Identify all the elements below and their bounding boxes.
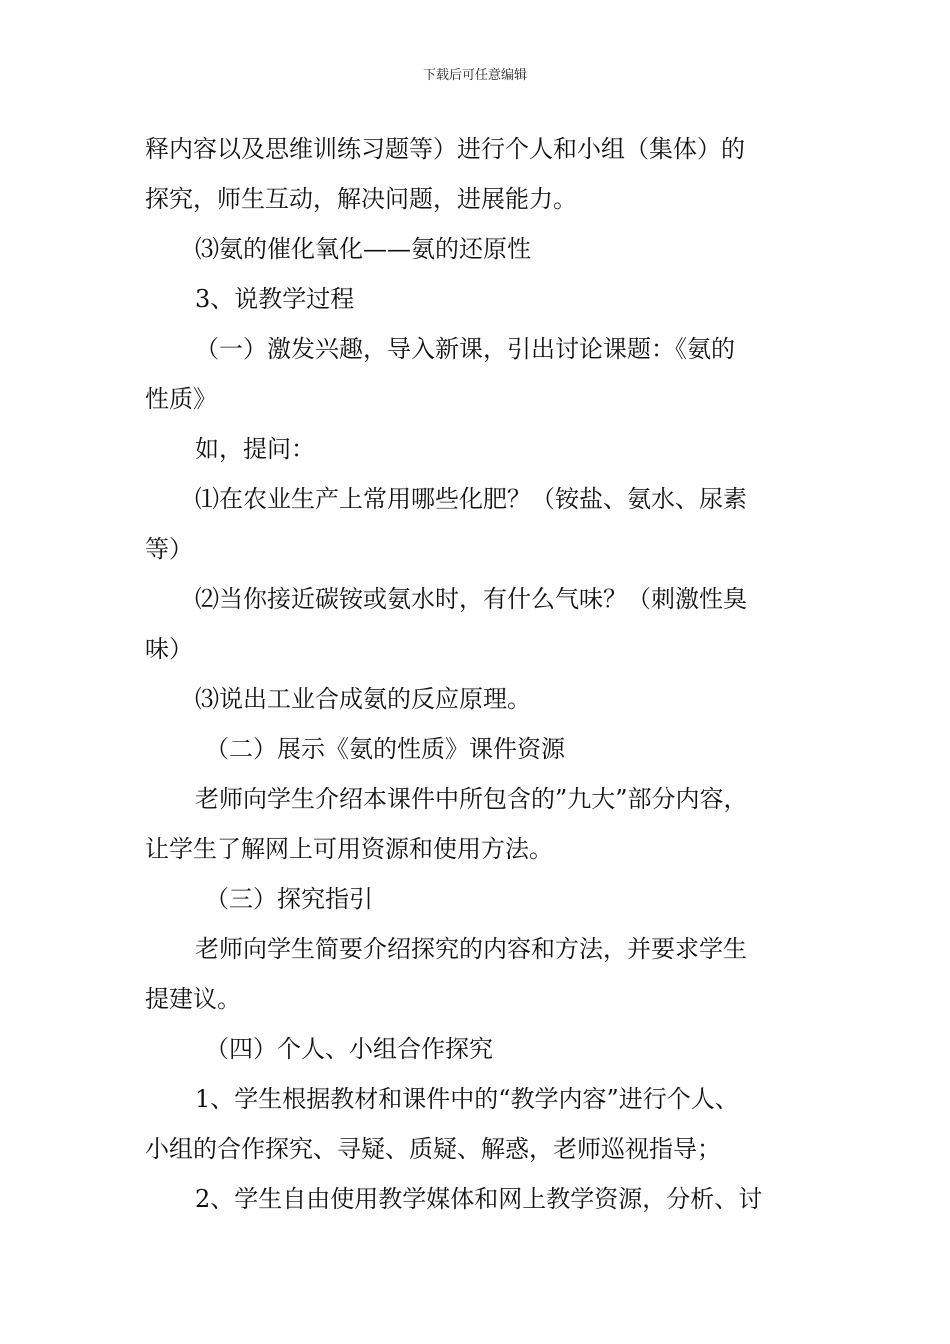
subsection-heading: （三）探究指引: [205, 885, 373, 913]
paragraph-line: ⑶氨的催化氧化——氨的还原性: [195, 235, 531, 263]
paragraph-line: 性质》: [145, 385, 217, 413]
paragraph-line: 让学生了解网上可用资源和使用方法。: [145, 835, 553, 863]
paragraph-line: ⑴在农业生产上常用哪些化肥？（铵盐、氨水、尿素: [195, 485, 747, 513]
paragraph-line: 老师向学生简要介绍探究的内容和方法，并要求学生: [195, 935, 747, 963]
paragraph-line: 探究，师生互动，解决问题，进展能力。: [145, 185, 577, 213]
paragraph-line: 如，提问：: [195, 435, 315, 463]
paragraph-line: ⑵当你接近碳铵或氨水时，有什么气味？（刺激性臭: [195, 585, 747, 613]
paragraph-line: 等）: [145, 535, 193, 563]
subsection-heading: （二）展示《氨的性质》课件资源: [205, 735, 565, 763]
paragraph-line: ⑶说出工业合成氨的反应原理。: [195, 685, 531, 713]
paragraph-line: 小组的合作探究、寻疑、质疑、解惑，老师巡视指导；: [145, 1135, 721, 1163]
paragraph-line: 老师向学生介绍本课件中所包含的”九大”部分内容，: [195, 785, 748, 813]
paragraph-line: 味）: [145, 635, 193, 663]
subsection-heading: （四）个人、小组合作探究: [205, 1035, 493, 1063]
subsection-heading: （一）激发兴趣，导入新课，引出讨论课题：《氨的: [195, 335, 735, 363]
section-heading: 3、说教学过程: [195, 285, 355, 313]
paragraph-line: 1、学生根据教材和课件中的“教学内容”进行个人、: [195, 1085, 739, 1113]
paragraph-line: 2、学生自由使用教学媒体和网上教学资源，分析、讨: [195, 1185, 763, 1213]
page-header: 下载后可任意编辑: [422, 68, 527, 83]
paragraph-line: 提建议。: [145, 985, 241, 1013]
paragraph-line: 释内容以及思维训练习题等）进行个人和小组（集体）的: [145, 135, 745, 163]
